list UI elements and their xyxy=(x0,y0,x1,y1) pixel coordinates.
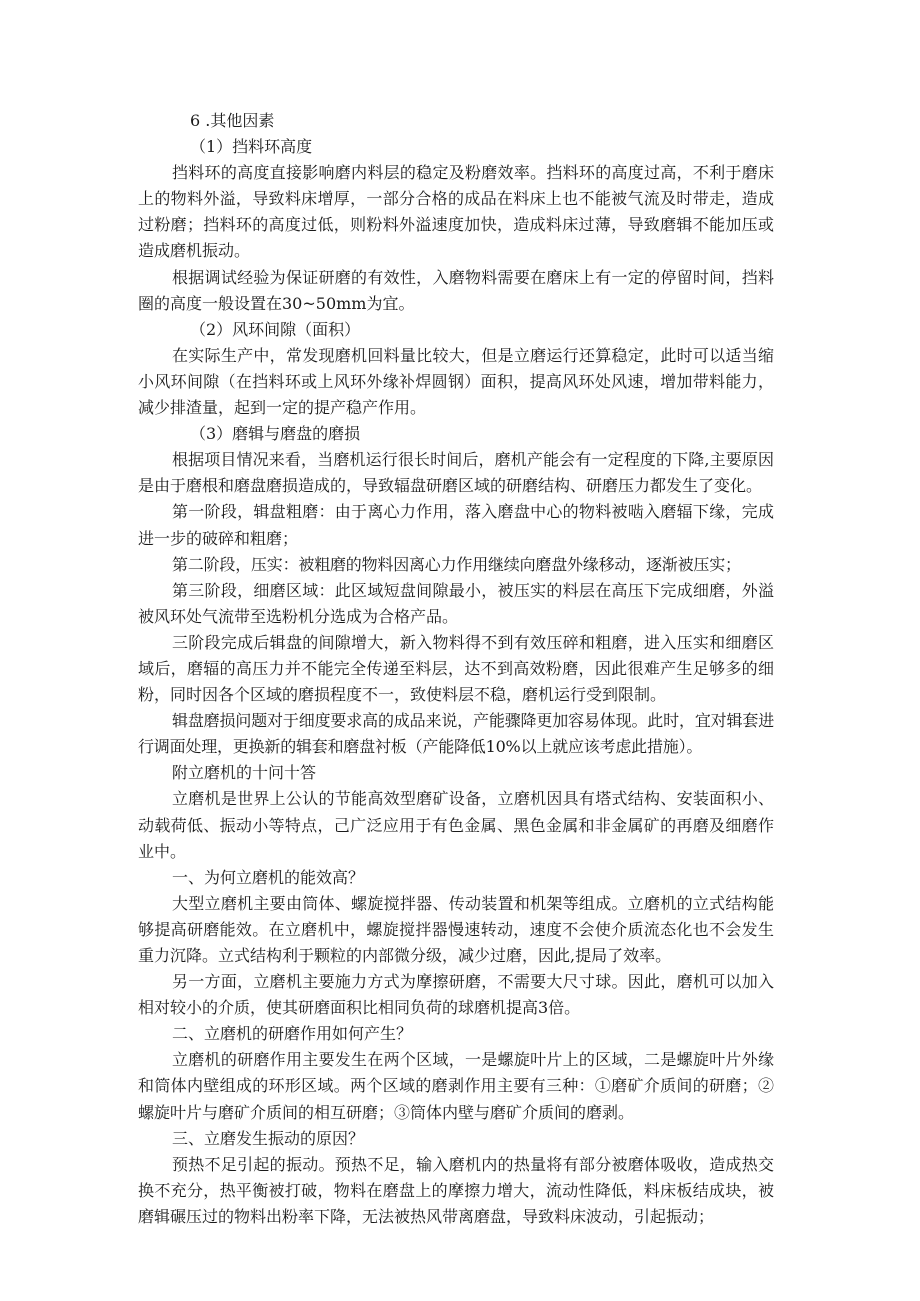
paragraph: 第一阶段，辑盘粗磨：由于离心力作用，落入磨盘中心的物料被啮入磨辐下缘，完成进一步的破碎和粗磨； xyxy=(138,502,774,548)
paragraph: 预热不足引起的振动。预热不足，输入磨机内的热量将有部分被磨体吸收，造成热交换不充分，热平衡被打破，物料在磨盘上的摩擦力增大，流动性降低，料床板结成块，被磨辑碾压过的物料出粉率下降，无法被热风带离磨盘，导致料床波动，引起振动； xyxy=(138,1154,774,1226)
paragraph: 辑盘磨损问题对于细度要求高的成品来说，产能骤降更加容易体现。此时，宜对辑套进行调面处理，更换新的辑套和磨盘衬板（产能降低10%以上就应该考虑此措施）。 xyxy=(138,711,774,757)
appendix-heading: 附立磨机的十问十答 xyxy=(172,763,317,783)
question-heading: 一、为何立磨机的能效高？ xyxy=(172,867,365,887)
paragraph: 挡料环的高度直接影响磨内料层的稳定及粉磨效率。挡料环的高度过高，不利于磨床上的物料外溢，导致料床增厚，一部分合格的成品在料床上也不能被气流及时带走，造成过粉磨；挡料环的高度过低，则粉料外溢速度加快，造成料床过薄，导致磨辑不能加压或造成磨机振动。 xyxy=(138,163,774,261)
question-heading: 三、立磨发生振动的原因？ xyxy=(172,1128,365,1148)
subsection-heading-roller-wear: （3）磨辑与磨盘的磨损 xyxy=(190,424,361,444)
question-heading: 二、立磨机的研磨作用如何产生？ xyxy=(172,1024,413,1044)
paragraph: 根据调试经验为保证研磨的有效性，入磨物料需要在磨床上有一定的停留时间，挡料圈的高度一般设置在30~50mm为宜。 xyxy=(138,267,774,313)
paragraph: 第三阶段，细磨区域：此区域短盘间隙最小，被压实的料层在高压下完成细磨，外溢被风环处气流带至选粉机分选成为合格产品。 xyxy=(138,580,774,626)
subsection-heading-wind-ring-gap: （2）风环间隙（面积） xyxy=(190,319,361,339)
paragraph: 第二阶段，压实：被粗磨的物料因离心力作用继续向磨盘外缘移动，逐渐被压实； xyxy=(172,554,741,574)
paragraph: 大型立磨机主要由筒体、螺旋搅拌器、传动装置和机架等组成。立磨机的立式结构能够提高研磨能效。在立磨机中，螺旋搅拌器慢速转动，速度不会使介质流态化也不会发生重力沉降。立式结构利于颗粒的内部微分级，减少过磨，因此,提局了效率。 xyxy=(138,893,774,965)
paragraph: 立磨机是世界上公认的节能高效型磨矿设备，立磨机因具有塔式结构、安装面积小、动载荷低、振动小等特点，己广泛应用于有色金属、黑色金属和非金属矿的再磨及细磨作业中。 xyxy=(138,789,774,861)
paragraph: 三阶段完成后辑盘的间隙增大，新入物料得不到有效压碎和粗磨，进入压实和细磨区域后，磨辐的高压力并不能完全传递至料层，达不到高效粉磨，因此很难产生足够多的细粉，同时因各个区域的磨损程度不一，致使料层不稳，磨机运行受到限制。 xyxy=(138,632,774,705)
paragraph: 立磨机的研磨作用主要发生在两个区域，一是螺旋叶片上的区域，二是螺旋叶片外缘和筒体内壁组成的环形区域。两个区域的磨剥作用主要有三种：①磨矿介质间的研磨；②螺旋叶片与磨矿介质间的相互研磨；③筒体内壁与磨矿介质间的磨剥。 xyxy=(138,1050,774,1122)
section-heading: 6 .其他因素 xyxy=(190,111,275,130)
paragraph: 另一方面，立磨机主要施力方式为摩擦研磨，不需要大尺寸球。因此，磨机可以加入相对较小的介质，使其研磨面积比相同负荷的球磨机提高3倍。 xyxy=(138,972,774,1018)
document-body xyxy=(138,108,774,1230)
paragraph: 根据项目情况来看，当磨机运行很长时间后，磨机产能会有一定程度的下降,主要原因是由于磨根和磨盘磨损造成的，导致辐盘研磨区域的研磨结构、研磨压力都发生了变化。 xyxy=(138,450,774,496)
subsection-heading-retaining-ring: （1）挡料环高度 xyxy=(190,137,313,157)
paragraph: 在实际生产中，常发现磨机回料量比较大，但是立磨运行还算稳定，此时可以适当缩小风环间隙（在挡料环或上风环外缘补焊圆钢）面积，提高风环处风速，增加带料能力，减少排渣量，起到一定的提产稳产作用。 xyxy=(138,345,774,418)
